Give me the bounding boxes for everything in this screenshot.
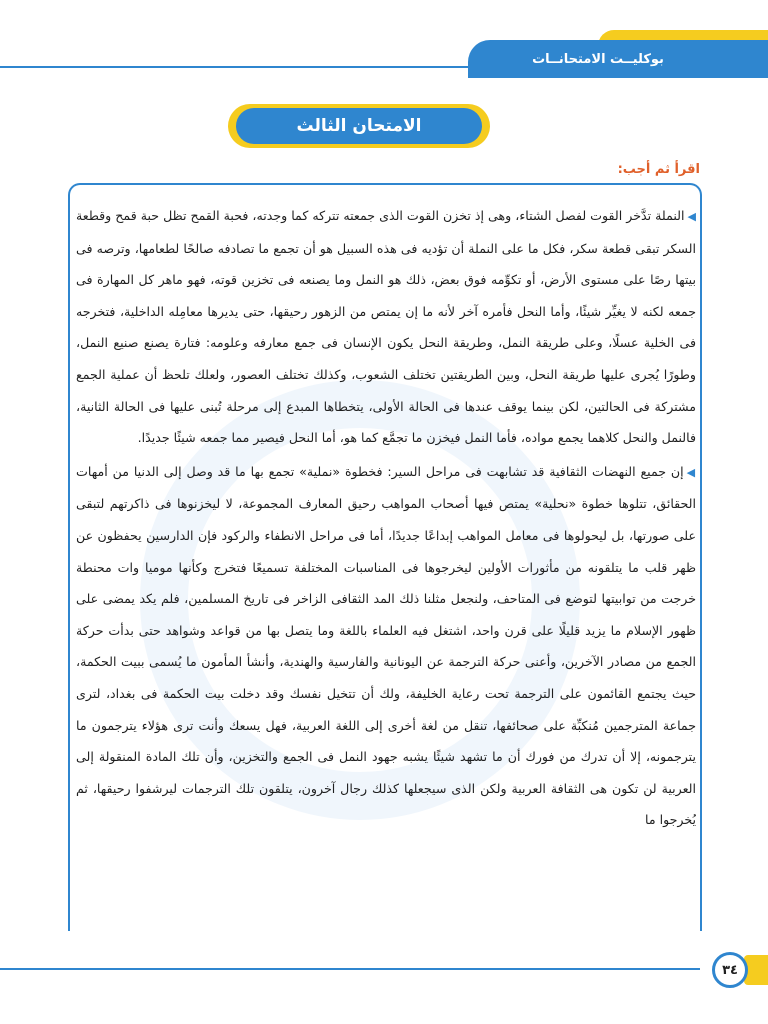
instruction-label: اقرأ ثم أجب:: [617, 162, 700, 177]
triangle-bullet-icon: ◀: [686, 465, 696, 479]
passage-paragraph-1: [76, 200, 696, 454]
page-number: [712, 952, 748, 988]
header-tab: [468, 40, 768, 78]
triangle-bullet-icon: ◀: [687, 210, 696, 223]
header-rule: [0, 66, 490, 68]
passage-paragraph-2: [76, 456, 696, 836]
footer-rule: [0, 968, 700, 970]
paragraph-text: النملة تدَّخر القوت لفصل الشتاء، وهى إذ تخزن القوت الذى جمعته تتركه كما وجدته، فحبة القمح تظل حبة قمح وقطعة السكر تبقى قطعة سكر، فكل ما على النملة أن تؤديه فى هذه السبيل هو أن تجمع ما تصادفه صالحًا لطعامها، وترصه فى بيتها رصًا على مستوى الأرض، أو تكوِّمه فوق بعض، ذلك هو النمل وما يصنعه فى تخزين قوته، فهو ماهر كل المهارة فى جمعه لكنه لا يغيِّر شيئًا، وأما النحل فأمره آخر لأنه ما إن يمتص من الزهور رحيقها، حتى يديرها معامِله الداخلية، فتخرجه فى الخلية عسلًا، وعلى طريقة النمل، وطريقة النحل يكون الإنسان فى جمع معارفه وعلومه: فتارة يصنع صنيع النمل، وطورًا يُجرى عليها طريقة النحل، وبين الطريقتين تختلف الشعوب، وكذلك تختلف العصور، ولعلك تلحظ أن عملية الجمع مشتركة فى الحالتين، لكن بينما يوقف عندها فى الحالة الأولى، يتخطاها المبدع إلى مرحلة تُبنى عليها فى الحالة الثانية، فالنمل والنحل كلاهما يجمع مواده، فأما النمل فيخزن ما تجمَّع كما هو، أما النحل فيصير مما جمعه شيئًا جديدًا.: [76, 208, 696, 446]
paragraph-text: إن جميع النهضات الثقافية قد تشابهت فى مراحل السير: فخطوة «نملية» تجمع بها ما قد وصل إلى الدنيا من أمهات الحقائق، تتلوها خطوة «نحلية» يمتص فيها أصحاب المواهب رحيق المعارف المجموعة، لا ليخزنوها فى ذاكرتهم لتبقى على صورتها، بل ليحولوها فى معامل المواهب إبداعًا جديدًا، أما فى مراحل الانطفاء والركود فإن الدارسين يحفظون عن ظهر قلب ما يتلقونه من مأثورات الأولين ليخرجوها فى المناسبات المختلفة تسميعًا فتخرج وكأنها موميا وات محنطة خرجت من توابيتها لتوضع فى المتاحف، ولنجعل مثلنا ذلك المد الثقافى الزاخر فى تاريخ المسلمين، فلم يكد يمضى على ظهور الإسلام ما يزيد قليلًا على قرن واحد، اشتغل فيه العلماء باللغة وما يتصل بها من قواعد وشواهد حتى بدأت حركة الجمع من مصادر الآخرين، وأعنى حركة الترجمة عن اليونانية والفارسية والهندية، وأنشأ المأمون ما يُسمى ببيت الحكمة، حيث يجتمع القائمون على الترجمة تحت رعاية الخليفة، ولك أن تتخيل نفسك وقد دخلت بيت الحكمة فى بغداد، لترى جماعة المترجمين مُنكبِّة على صحائفها، تنقل من لغة أخرى إلى اللغة العربية، فهل يسعك وأنت ترى هؤلاء يترجمون ما يترجمونه، إلا أن تدرك من فورك أن ما تشهد شيئًا يشبه جهود النمل فى الجمع والتخزين، وأن تلك المادة المنقولة إلى العربية لن تكون هى الثقافة العربية ولكن الذى سيجعلها كذلك رجال آخرون، يتلقون تلك الترجمات ليرشفوا رحيقها، ثم يُخرجوا ما: [76, 463, 696, 828]
book-title: بوكليــت الامتحانــات: [532, 51, 664, 67]
exam-title-text: الامتحان الثالث: [296, 116, 422, 136]
reading-passage: [76, 200, 696, 930]
page-number-text: ٣٤: [722, 962, 738, 978]
exam-title: [236, 108, 482, 144]
